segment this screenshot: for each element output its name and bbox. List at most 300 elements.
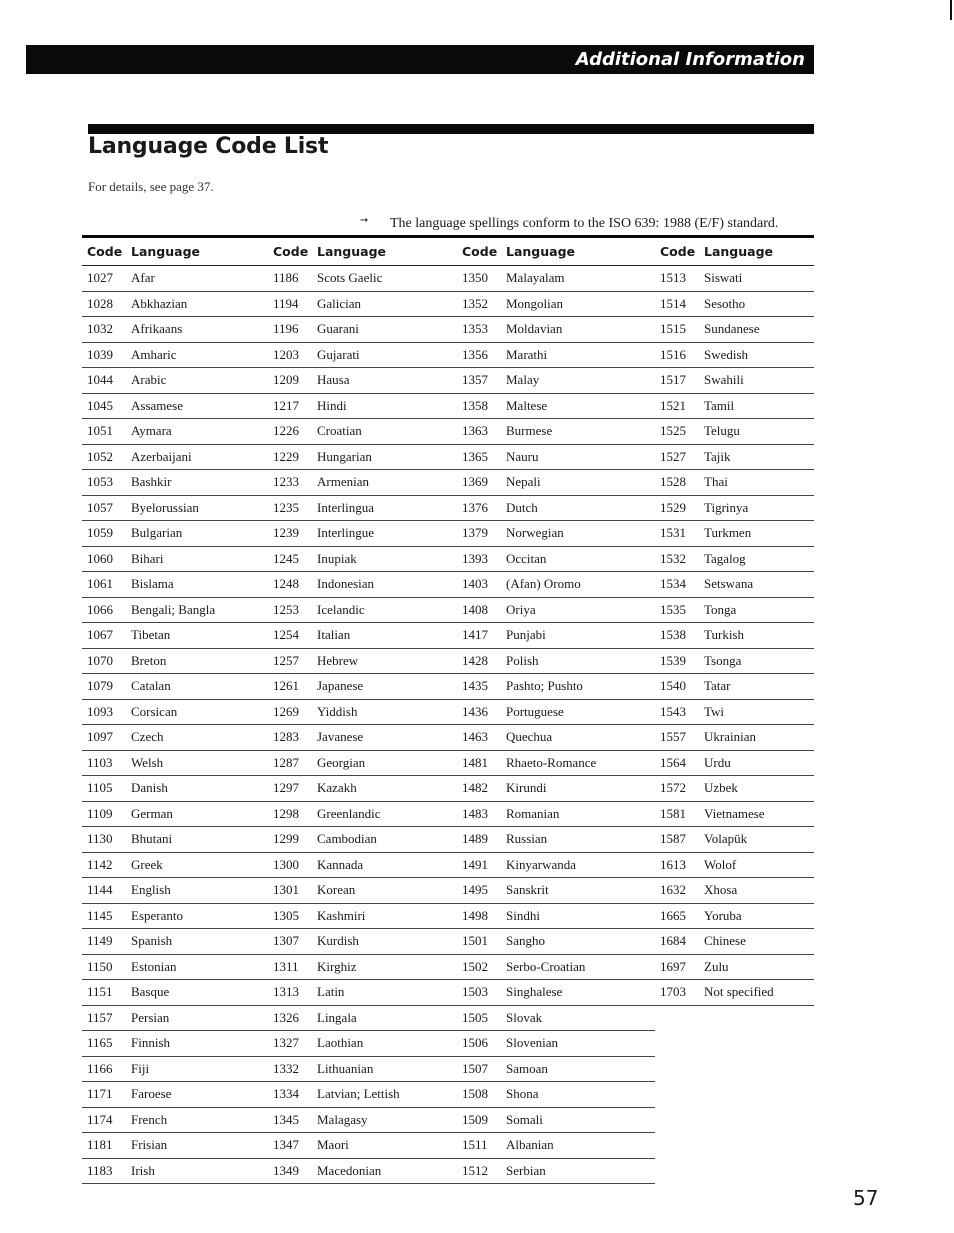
language-name-cell: Rhaeto-Romance bbox=[502, 750, 655, 776]
language-name-cell: Sindhi bbox=[502, 903, 655, 929]
table-row bbox=[82, 648, 814, 674]
table-row bbox=[82, 623, 814, 649]
language-code-cell: 1505 bbox=[457, 1005, 502, 1031]
table-row bbox=[82, 929, 814, 955]
language-code-cell: 1039 bbox=[82, 342, 127, 368]
language-name-cell: Maltese bbox=[502, 393, 655, 419]
table-row bbox=[82, 725, 814, 751]
language-code-cell: 1363 bbox=[457, 419, 502, 445]
table-row bbox=[82, 521, 814, 547]
language-name-cell: Tonga bbox=[700, 597, 814, 623]
language-name-cell: Maori bbox=[313, 1133, 457, 1159]
language-code-cell: 1060 bbox=[82, 546, 127, 572]
language-name-cell: Tajik bbox=[700, 444, 814, 470]
table-header-row bbox=[82, 238, 814, 266]
language-name-cell: Russian bbox=[502, 827, 655, 853]
language-code-cell: 1581 bbox=[655, 801, 700, 827]
language-code-cell: 1517 bbox=[655, 368, 700, 394]
language-name-cell: Serbo-Croatian bbox=[502, 954, 655, 980]
language-code-cell: 1326 bbox=[268, 1005, 313, 1031]
language-name-cell: Tibetan bbox=[127, 623, 268, 649]
language-code-cell: 1501 bbox=[457, 929, 502, 955]
language-name-cell: Esperanto bbox=[127, 903, 268, 929]
language-name-cell: Bhutani bbox=[127, 827, 268, 853]
language-code-cell: 1257 bbox=[268, 648, 313, 674]
language-code-cell: 1239 bbox=[268, 521, 313, 547]
language-code-cell: 1506 bbox=[457, 1031, 502, 1057]
language-name-cell: Finnish bbox=[127, 1031, 268, 1057]
language-code-cell: 1300 bbox=[268, 852, 313, 878]
language-name-cell: Telugu bbox=[700, 419, 814, 445]
language-name-cell: Afar bbox=[127, 266, 268, 292]
page-title: Language Code List bbox=[88, 134, 329, 159]
language-code-cell: 1181 bbox=[82, 1133, 127, 1159]
table-row bbox=[82, 1031, 814, 1057]
language-code-cell: 1417 bbox=[457, 623, 502, 649]
language-name-cell: Javanese bbox=[313, 725, 457, 751]
language-code-cell bbox=[655, 1082, 700, 1108]
language-name-cell: Irish bbox=[127, 1158, 268, 1184]
language-name-cell: Tamil bbox=[700, 393, 814, 419]
edge-mark bbox=[950, 0, 952, 20]
table-row bbox=[82, 419, 814, 445]
table-row bbox=[82, 903, 814, 929]
language-name-cell: Shona bbox=[502, 1082, 655, 1108]
language-code-cell: 1203 bbox=[268, 342, 313, 368]
language-code-cell: 1512 bbox=[457, 1158, 502, 1184]
language-code-cell: 1482 bbox=[457, 776, 502, 802]
language-code-cell: 1283 bbox=[268, 725, 313, 751]
language-code-cell: 1109 bbox=[82, 801, 127, 827]
language-name-cell: Interlingua bbox=[313, 495, 457, 521]
language-code-cell: 1436 bbox=[457, 699, 502, 725]
language-code-cell: 1697 bbox=[655, 954, 700, 980]
table-body bbox=[82, 266, 814, 1184]
language-name-cell: Tagalog bbox=[700, 546, 814, 572]
language-name-cell: Inupiak bbox=[313, 546, 457, 572]
language-name-cell: Sanskrit bbox=[502, 878, 655, 904]
language-name-cell: Gujarati bbox=[313, 342, 457, 368]
table-row bbox=[82, 597, 814, 623]
language-code-cell: 1535 bbox=[655, 597, 700, 623]
language-name-cell: Armenian bbox=[313, 470, 457, 496]
language-name-cell: Setswana bbox=[700, 572, 814, 598]
language-name-cell: Sundanese bbox=[700, 317, 814, 343]
language-code-cell: 1151 bbox=[82, 980, 127, 1006]
language-code-cell: 1150 bbox=[82, 954, 127, 980]
language-code-cell: 1233 bbox=[268, 470, 313, 496]
language-name-cell: Galician bbox=[313, 291, 457, 317]
language-code-cell: 1130 bbox=[82, 827, 127, 853]
language-code-table bbox=[82, 238, 814, 1184]
language-name-cell: Aymara bbox=[127, 419, 268, 445]
language-name-cell: Arabic bbox=[127, 368, 268, 394]
language-name-cell: Sangho bbox=[502, 929, 655, 955]
language-code-cell: 1057 bbox=[82, 495, 127, 521]
language-code-cell: 1229 bbox=[268, 444, 313, 470]
language-name-cell: Kazakh bbox=[313, 776, 457, 802]
language-name-cell: Thai bbox=[700, 470, 814, 496]
language-name-cell: Romanian bbox=[502, 801, 655, 827]
language-code-cell bbox=[655, 1005, 700, 1031]
page-number: 57 bbox=[853, 1186, 879, 1210]
table-row bbox=[82, 1082, 814, 1108]
language-name-cell: Volapük bbox=[700, 827, 814, 853]
language-name-cell: Welsh bbox=[127, 750, 268, 776]
table-row bbox=[82, 546, 814, 572]
language-code-cell: 1103 bbox=[82, 750, 127, 776]
language-name-cell: Yoruba bbox=[700, 903, 814, 929]
column-header-code: Code bbox=[457, 238, 502, 266]
language-name-cell: Nauru bbox=[502, 444, 655, 470]
language-code-cell: 1166 bbox=[82, 1056, 127, 1082]
language-code-cell: 1254 bbox=[268, 623, 313, 649]
language-name-cell: Breton bbox=[127, 648, 268, 674]
language-code-cell: 1297 bbox=[268, 776, 313, 802]
language-code-cell: 1311 bbox=[268, 954, 313, 980]
language-code-cell: 1495 bbox=[457, 878, 502, 904]
table-row bbox=[82, 393, 814, 419]
language-name-cell: Macedonian bbox=[313, 1158, 457, 1184]
language-name-cell: Ukrainian bbox=[700, 725, 814, 751]
language-code-cell: 1483 bbox=[457, 801, 502, 827]
language-name-cell: Scots Gaelic bbox=[313, 266, 457, 292]
language-name-cell: Guarani bbox=[313, 317, 457, 343]
language-code-cell: 1376 bbox=[457, 495, 502, 521]
language-code-cell: 1052 bbox=[82, 444, 127, 470]
language-code-cell: 1217 bbox=[268, 393, 313, 419]
table-row bbox=[82, 495, 814, 521]
language-name-cell: Norwegian bbox=[502, 521, 655, 547]
table-row bbox=[82, 1056, 814, 1082]
language-code-cell: 1357 bbox=[457, 368, 502, 394]
language-code-cell: 1508 bbox=[457, 1082, 502, 1108]
language-code-cell: 1332 bbox=[268, 1056, 313, 1082]
language-name-cell: English bbox=[127, 878, 268, 904]
language-code-cell: 1481 bbox=[457, 750, 502, 776]
language-code-cell: 1498 bbox=[457, 903, 502, 929]
language-code-cell: 1345 bbox=[268, 1107, 313, 1133]
language-name-cell bbox=[700, 1056, 814, 1082]
table-row bbox=[82, 1133, 814, 1159]
language-code-cell: 1489 bbox=[457, 827, 502, 853]
language-name-cell: Tigrinya bbox=[700, 495, 814, 521]
language-code-cell: 1235 bbox=[268, 495, 313, 521]
language-name-cell bbox=[700, 1158, 814, 1184]
language-name-cell: Laothian bbox=[313, 1031, 457, 1057]
language-name-cell: German bbox=[127, 801, 268, 827]
language-name-cell: Estonian bbox=[127, 954, 268, 980]
language-code-cell: 1502 bbox=[457, 954, 502, 980]
language-code-cell: 1269 bbox=[268, 699, 313, 725]
language-name-cell: Basque bbox=[127, 980, 268, 1006]
language-code-cell: 1564 bbox=[655, 750, 700, 776]
title-rule bbox=[88, 124, 814, 134]
table-row bbox=[82, 674, 814, 700]
language-name-cell: Persian bbox=[127, 1005, 268, 1031]
language-name-cell: French bbox=[127, 1107, 268, 1133]
language-name-cell: Swahili bbox=[700, 368, 814, 394]
language-code-cell bbox=[655, 1107, 700, 1133]
language-name-cell: Kurdish bbox=[313, 929, 457, 955]
table-row bbox=[82, 827, 814, 853]
language-code-cell: 1313 bbox=[268, 980, 313, 1006]
table-row bbox=[82, 368, 814, 394]
table-row bbox=[82, 572, 814, 598]
table-row bbox=[82, 291, 814, 317]
language-code-cell: 1067 bbox=[82, 623, 127, 649]
language-code-cell: 1194 bbox=[268, 291, 313, 317]
language-code-cell: 1307 bbox=[268, 929, 313, 955]
language-code-cell: 1149 bbox=[82, 929, 127, 955]
language-name-cell: Pashto; Pushto bbox=[502, 674, 655, 700]
language-code-cell: 1144 bbox=[82, 878, 127, 904]
language-code-cell: 1032 bbox=[82, 317, 127, 343]
language-code-cell: 1299 bbox=[268, 827, 313, 853]
language-name-cell: Vietnamese bbox=[700, 801, 814, 827]
language-name-cell: Icelandic bbox=[313, 597, 457, 623]
language-code-cell: 1534 bbox=[655, 572, 700, 598]
language-name-cell: Tsonga bbox=[700, 648, 814, 674]
language-code-cell: 1305 bbox=[268, 903, 313, 929]
language-name-cell: Greenlandic bbox=[313, 801, 457, 827]
language-code-cell: 1538 bbox=[655, 623, 700, 649]
language-name-cell: Portuguese bbox=[502, 699, 655, 725]
language-name-cell: Urdu bbox=[700, 750, 814, 776]
language-name-cell: Uzbek bbox=[700, 776, 814, 802]
language-code-cell: 1435 bbox=[457, 674, 502, 700]
language-name-cell: Nepali bbox=[502, 470, 655, 496]
language-name-cell: Kashmiri bbox=[313, 903, 457, 929]
language-name-cell: Greek bbox=[127, 852, 268, 878]
language-name-cell: Lithuanian bbox=[313, 1056, 457, 1082]
language-name-cell: Amharic bbox=[127, 342, 268, 368]
table-row bbox=[82, 878, 814, 904]
language-name-cell: Danish bbox=[127, 776, 268, 802]
language-name-cell: Faroese bbox=[127, 1082, 268, 1108]
spelling-note bbox=[360, 215, 814, 232]
language-code-cell: 1557 bbox=[655, 725, 700, 751]
language-code-cell: 1350 bbox=[457, 266, 502, 292]
language-name-cell: Hebrew bbox=[313, 648, 457, 674]
language-name-cell: Corsican bbox=[127, 699, 268, 725]
language-name-cell: Samoan bbox=[502, 1056, 655, 1082]
table-row bbox=[82, 980, 814, 1006]
language-name-cell: Occitan bbox=[502, 546, 655, 572]
column-header-code: Code bbox=[655, 238, 700, 266]
language-code-cell: 1379 bbox=[457, 521, 502, 547]
language-code-cell: 1051 bbox=[82, 419, 127, 445]
language-code-table-wrap bbox=[82, 235, 814, 1184]
language-name-cell: Hungarian bbox=[313, 444, 457, 470]
language-code-cell: 1513 bbox=[655, 266, 700, 292]
language-name-cell: Hindi bbox=[313, 393, 457, 419]
language-name-cell: Interlingue bbox=[313, 521, 457, 547]
language-name-cell: Lingala bbox=[313, 1005, 457, 1031]
language-code-cell: 1521 bbox=[655, 393, 700, 419]
language-name-cell bbox=[700, 1107, 814, 1133]
language-code-cell bbox=[655, 1031, 700, 1057]
language-name-cell: Sesotho bbox=[700, 291, 814, 317]
language-name-cell: Twi bbox=[700, 699, 814, 725]
language-code-cell: 1145 bbox=[82, 903, 127, 929]
language-name-cell: Swedish bbox=[700, 342, 814, 368]
language-code-cell: 1515 bbox=[655, 317, 700, 343]
language-name-cell: Singhalese bbox=[502, 980, 655, 1006]
language-name-cell: Georgian bbox=[313, 750, 457, 776]
language-code-cell: 1061 bbox=[82, 572, 127, 598]
language-name-cell: Azerbaijani bbox=[127, 444, 268, 470]
language-code-cell: 1543 bbox=[655, 699, 700, 725]
table-row bbox=[82, 266, 814, 292]
language-name-cell: Japanese bbox=[313, 674, 457, 700]
language-code-cell: 1511 bbox=[457, 1133, 502, 1159]
language-name-cell: (Afan) Oromo bbox=[502, 572, 655, 598]
column-header-code: Code bbox=[268, 238, 313, 266]
language-name-cell: Dutch bbox=[502, 495, 655, 521]
language-name-cell: Cambodian bbox=[313, 827, 457, 853]
language-name-cell: Catalan bbox=[127, 674, 268, 700]
table-row bbox=[82, 1005, 814, 1031]
language-name-cell: Albanian bbox=[502, 1133, 655, 1159]
language-name-cell: Bihari bbox=[127, 546, 268, 572]
language-name-cell: Somali bbox=[502, 1107, 655, 1133]
language-code-cell: 1365 bbox=[457, 444, 502, 470]
language-name-cell: Kirundi bbox=[502, 776, 655, 802]
language-name-cell: Malagasy bbox=[313, 1107, 457, 1133]
language-name-cell: Kirghiz bbox=[313, 954, 457, 980]
spelling-note-text: The language spellings conform to the ISO 639: 1988 (E/F) standard. bbox=[390, 216, 779, 231]
language-name-cell: Not specified bbox=[700, 980, 814, 1006]
language-name-cell bbox=[700, 1031, 814, 1057]
language-name-cell: Afrikaans bbox=[127, 317, 268, 343]
language-code-cell: 1253 bbox=[268, 597, 313, 623]
language-code-cell: 1353 bbox=[457, 317, 502, 343]
language-code-cell: 1053 bbox=[82, 470, 127, 496]
language-code-cell: 1428 bbox=[457, 648, 502, 674]
language-code-cell: 1531 bbox=[655, 521, 700, 547]
language-name-cell: Fiji bbox=[127, 1056, 268, 1082]
language-code-cell: 1408 bbox=[457, 597, 502, 623]
language-code-cell: 1684 bbox=[655, 929, 700, 955]
language-code-cell: 1059 bbox=[82, 521, 127, 547]
language-code-cell: 1403 bbox=[457, 572, 502, 598]
language-code-cell: 1347 bbox=[268, 1133, 313, 1159]
language-code-cell: 1097 bbox=[82, 725, 127, 751]
language-code-cell bbox=[655, 1158, 700, 1184]
language-code-cell: 1349 bbox=[268, 1158, 313, 1184]
language-name-cell: Latin bbox=[313, 980, 457, 1006]
table-row bbox=[82, 470, 814, 496]
language-code-cell: 1079 bbox=[82, 674, 127, 700]
language-code-cell: 1514 bbox=[655, 291, 700, 317]
language-name-cell: Malayalam bbox=[502, 266, 655, 292]
column-header-code: Code bbox=[82, 238, 127, 266]
table-row bbox=[82, 342, 814, 368]
table-row bbox=[82, 1158, 814, 1184]
language-name-cell: Moldavian bbox=[502, 317, 655, 343]
language-code-cell: 1463 bbox=[457, 725, 502, 751]
language-code-cell: 1587 bbox=[655, 827, 700, 853]
language-code-cell: 1532 bbox=[655, 546, 700, 572]
language-name-cell: Mongolian bbox=[502, 291, 655, 317]
table-row bbox=[82, 699, 814, 725]
language-name-cell: Punjabi bbox=[502, 623, 655, 649]
subtitle: For details, see page 37. bbox=[88, 179, 214, 194]
language-name-cell: Bislama bbox=[127, 572, 268, 598]
column-header-language: Language bbox=[127, 238, 268, 266]
language-name-cell: Xhosa bbox=[700, 878, 814, 904]
language-code-cell: 1027 bbox=[82, 266, 127, 292]
language-name-cell: Frisian bbox=[127, 1133, 268, 1159]
language-code-cell: 1183 bbox=[82, 1158, 127, 1184]
section-title: Additional Information bbox=[575, 49, 805, 70]
language-name-cell: Wolof bbox=[700, 852, 814, 878]
language-code-cell: 1527 bbox=[655, 444, 700, 470]
language-code-cell: 1105 bbox=[82, 776, 127, 802]
language-name-cell: Abkhazian bbox=[127, 291, 268, 317]
language-code-cell: 1301 bbox=[268, 878, 313, 904]
language-code-cell: 1334 bbox=[268, 1082, 313, 1108]
language-code-cell: 1327 bbox=[268, 1031, 313, 1057]
pointer-arrow-icon: ➙ bbox=[360, 215, 369, 226]
section-header-bar bbox=[26, 45, 814, 74]
language-name-cell: Zulu bbox=[700, 954, 814, 980]
language-code-cell: 1491 bbox=[457, 852, 502, 878]
language-name-cell: Italian bbox=[313, 623, 457, 649]
language-name-cell: Siswati bbox=[700, 266, 814, 292]
language-code-cell: 1245 bbox=[268, 546, 313, 572]
language-name-cell: Assamese bbox=[127, 393, 268, 419]
language-code-cell: 1503 bbox=[457, 980, 502, 1006]
language-code-cell: 1157 bbox=[82, 1005, 127, 1031]
language-code-cell: 1632 bbox=[655, 878, 700, 904]
table-row bbox=[82, 852, 814, 878]
language-name-cell: Marathi bbox=[502, 342, 655, 368]
language-name-cell: Korean bbox=[313, 878, 457, 904]
language-name-cell: Turkish bbox=[700, 623, 814, 649]
language-code-cell: 1171 bbox=[82, 1082, 127, 1108]
language-code-cell: 1540 bbox=[655, 674, 700, 700]
language-name-cell: Malay bbox=[502, 368, 655, 394]
language-name-cell: Indonesian bbox=[313, 572, 457, 598]
language-code-cell: 1298 bbox=[268, 801, 313, 827]
language-code-cell: 1070 bbox=[82, 648, 127, 674]
language-code-cell: 1393 bbox=[457, 546, 502, 572]
language-name-cell: Bulgarian bbox=[127, 521, 268, 547]
table-row bbox=[82, 801, 814, 827]
language-code-cell: 1665 bbox=[655, 903, 700, 929]
language-name-cell: Hausa bbox=[313, 368, 457, 394]
language-code-cell: 1287 bbox=[268, 750, 313, 776]
language-name-cell: Yiddish bbox=[313, 699, 457, 725]
language-code-cell: 1248 bbox=[268, 572, 313, 598]
language-name-cell: Kannada bbox=[313, 852, 457, 878]
column-header-language: Language bbox=[502, 238, 655, 266]
language-code-cell: 1044 bbox=[82, 368, 127, 394]
language-code-cell: 1142 bbox=[82, 852, 127, 878]
language-name-cell: Chinese bbox=[700, 929, 814, 955]
language-name-cell: Latvian; Lettish bbox=[313, 1082, 457, 1108]
language-name-cell: Oriya bbox=[502, 597, 655, 623]
language-code-cell: 1356 bbox=[457, 342, 502, 368]
language-name-cell: Byelorussian bbox=[127, 495, 268, 521]
language-code-cell: 1507 bbox=[457, 1056, 502, 1082]
table-row bbox=[82, 1107, 814, 1133]
language-name-cell: Tatar bbox=[700, 674, 814, 700]
language-code-cell: 1226 bbox=[268, 419, 313, 445]
language-name-cell bbox=[700, 1082, 814, 1108]
